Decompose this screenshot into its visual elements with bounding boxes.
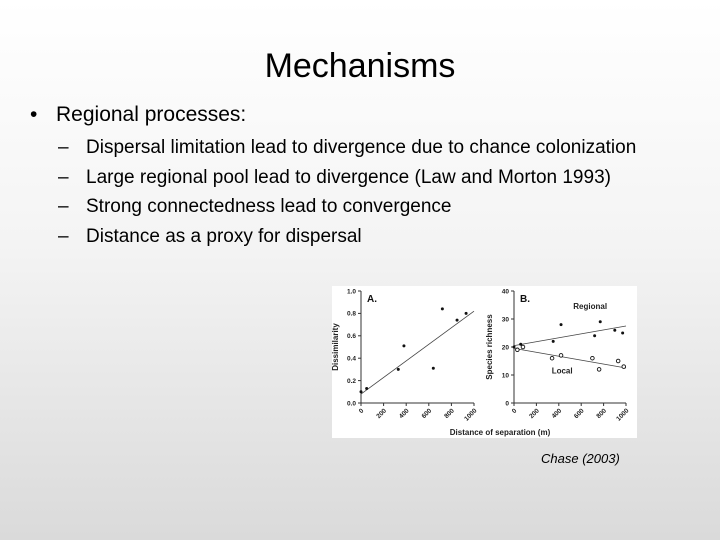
sub-bullet-text: Strong connectedness lead to convergence xyxy=(86,196,452,217)
data-point xyxy=(432,367,435,370)
data-point xyxy=(621,332,624,335)
chart-figure xyxy=(332,286,637,438)
data-point xyxy=(465,312,468,315)
data-point xyxy=(397,368,400,371)
y-tick-label: 40 xyxy=(501,288,509,296)
data-point xyxy=(550,356,554,360)
data-point xyxy=(402,344,405,347)
x-tick-label: 0 xyxy=(357,407,366,415)
data-point xyxy=(360,390,363,393)
data-point xyxy=(597,368,601,372)
sub-bullet-item xyxy=(58,192,636,222)
trend-line xyxy=(514,348,626,368)
y-tick-label: 20 xyxy=(501,344,509,352)
data-point xyxy=(552,340,555,343)
sub-bullet-item xyxy=(58,222,636,252)
x-tick-label: 200 xyxy=(375,407,389,421)
data-point xyxy=(559,354,563,358)
y-tick-label: 0.0 xyxy=(346,400,356,408)
x-tick-label: 600 xyxy=(420,407,434,421)
x-axis-label: Distance of separation (m) xyxy=(449,428,551,437)
x-tick-label: 400 xyxy=(397,407,411,421)
x-tick-label: 1000 xyxy=(615,407,631,423)
y-tick-label: 0.8 xyxy=(346,310,356,318)
series-label: Local xyxy=(551,366,573,376)
data-point xyxy=(456,319,459,322)
data-point xyxy=(560,323,563,326)
y-tick-label: 1.0 xyxy=(346,288,356,296)
data-point xyxy=(441,307,444,310)
x-tick-label: 400 xyxy=(550,407,564,421)
y-tick-label: 10 xyxy=(501,372,509,380)
x-tick-label: 0 xyxy=(510,407,519,415)
data-point xyxy=(521,345,525,349)
x-tick-label: 200 xyxy=(528,407,541,421)
data-point xyxy=(513,346,516,349)
x-tick-label: 800 xyxy=(595,407,609,421)
data-point xyxy=(622,365,626,369)
x-tick-label: 1000 xyxy=(463,407,479,423)
bullet-dot: • xyxy=(30,103,38,126)
sub-bullet-list xyxy=(58,133,636,251)
panel-label: A. xyxy=(367,294,377,305)
chart-svg xyxy=(332,286,637,438)
sub-bullet-item xyxy=(58,163,636,193)
x-tick-label: 800 xyxy=(443,407,456,421)
data-point xyxy=(365,387,368,390)
y-tick-label: 0.2 xyxy=(346,377,356,385)
y-tick-label: 0.4 xyxy=(346,355,356,363)
y-axis-label: Species richness xyxy=(485,314,494,380)
sub-bullet-item xyxy=(58,133,636,163)
figure-caption: Chase (2003) xyxy=(541,451,620,466)
data-point xyxy=(593,334,596,337)
y-axis-label: Dissimilarity xyxy=(331,323,340,371)
sub-bullet-text: Large regional pool lead to divergence (Law and Morton 1993) xyxy=(86,166,611,188)
data-point xyxy=(613,329,616,332)
dash-marker: – xyxy=(58,166,69,188)
sub-bullet-text: Dispersal limitation lead to divergence due to chance colonization xyxy=(86,137,637,158)
trend-line xyxy=(361,311,474,394)
bullet-text: Regional processes: xyxy=(56,103,247,126)
series-label: Regional xyxy=(573,302,608,312)
bullet-item xyxy=(30,101,246,129)
dash-marker: – xyxy=(58,137,69,158)
y-tick-label: 0.6 xyxy=(346,333,356,341)
data-point xyxy=(516,348,520,352)
slide-title: Mechanisms xyxy=(264,47,456,85)
dash-marker: – xyxy=(58,196,69,217)
y-tick-label: 30 xyxy=(501,316,509,324)
data-point xyxy=(591,356,595,360)
trend-line xyxy=(514,326,626,346)
sub-bullet-text: Distance as a proxy for dispersal xyxy=(86,225,362,247)
panel-label: B. xyxy=(520,294,530,305)
x-tick-label: 600 xyxy=(572,407,586,421)
data-point xyxy=(599,320,602,323)
y-tick-label: 0 xyxy=(505,400,509,408)
data-point xyxy=(616,359,620,363)
dash-marker: – xyxy=(58,225,69,247)
